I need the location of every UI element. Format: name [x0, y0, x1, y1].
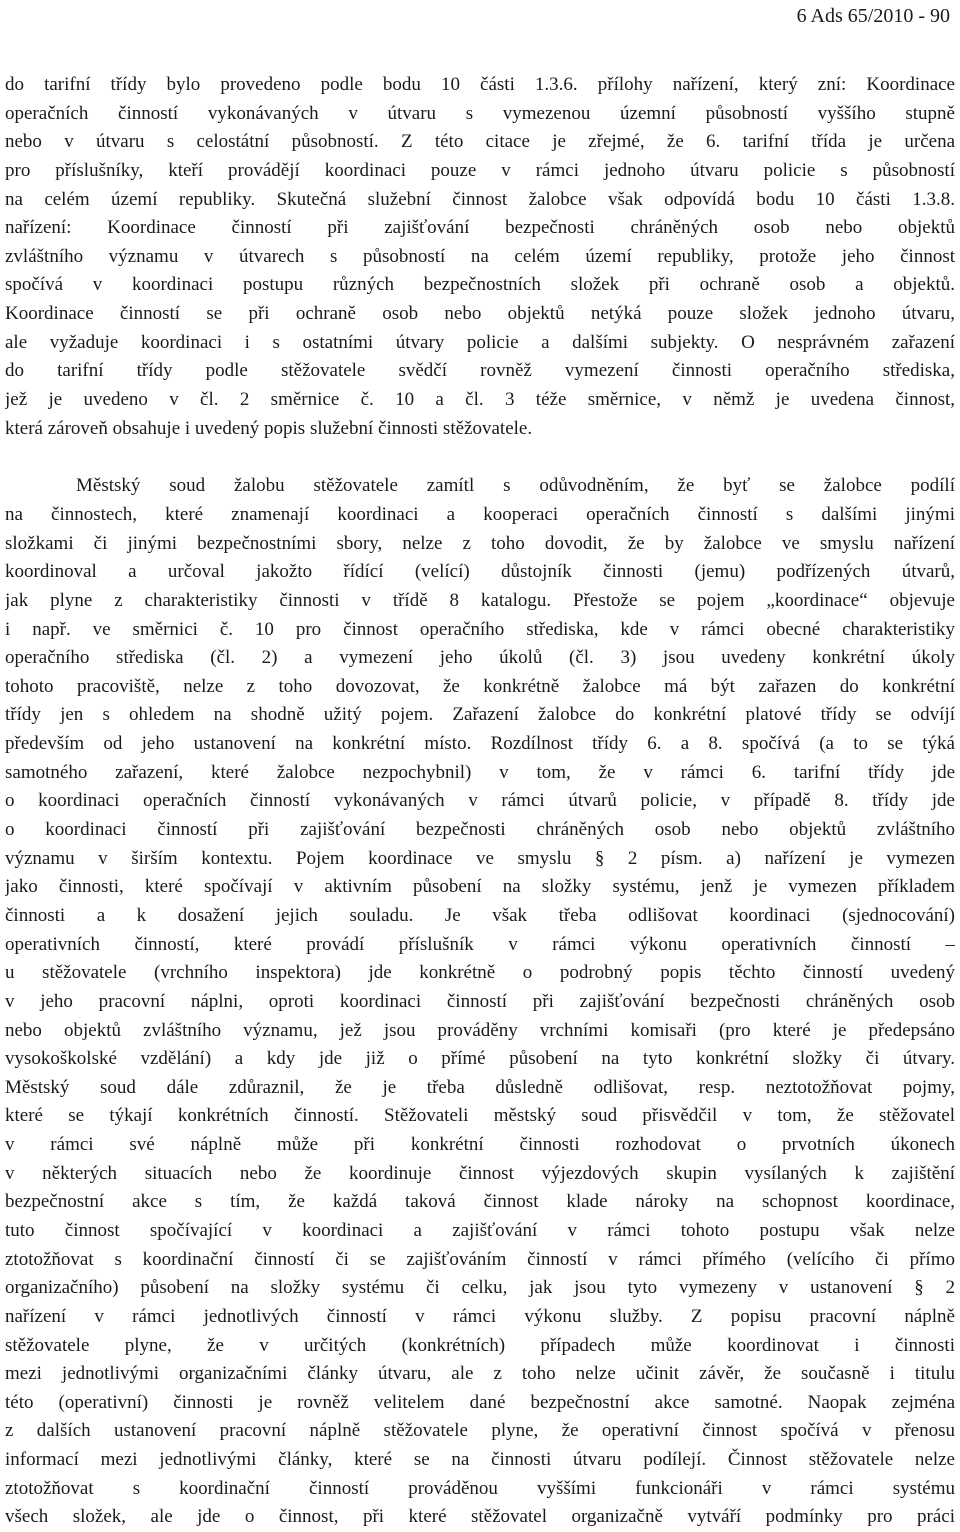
text-line: i např. ve směrnici č. 10 pro činnost operačního střediska, kde v rámci obecné charakteristiky: [5, 618, 955, 640]
text-line: která zároveň obsahuje i uvedený popis služební činnosti stěžovatele.: [5, 417, 533, 439]
text-line: o koordinaci operačních činností vykonávaných v rámci útvarů policie, v případě 8. třídy jde: [5, 790, 955, 812]
text-line: Městský soud dále zdůraznil, že je třeba důsledně odlišovat, resp. neztotožňovat pojmy,: [5, 1076, 955, 1098]
text-line: ale vyžaduje koordinaci i s ostatními útvary policie a dalšími subjekty. O nesprávném zařazení: [5, 331, 955, 353]
text-line: jak plyne z charakteristiky činnosti v třídě 8 katalogu. Přestože se pojem „koordinace“ objevuje: [5, 589, 955, 611]
text-line: u stěžovatele (vrchního inspektora) jde konkrétně o podrobný popis těchto činností uvedený: [5, 962, 955, 984]
text-line: koordinoval a určoval jakožto řídící (velící) důstojník činnosti (jemu) podřízených útvarů,: [5, 561, 955, 583]
text-line: nařízení: Koordinace činností při zajišťování bezpečnosti chráněných osob nebo objektů: [5, 217, 955, 239]
text-line: nebo v útvaru s celostátní působností. Z této citace je zřejmé, že 6. tarifní třída je určena: [5, 131, 955, 153]
text-line: nebo objektů zvláštního významu, jež jsou prováděny vrchními komisaři (pro které je předepsáno: [5, 1019, 955, 1041]
text-line: nařízení v rámci jednotlivých činností v rámci výkonu služby. Z popisu pracovní náplně: [5, 1305, 955, 1327]
text-line: jako činnosti, které spočívají v aktivním působení na složky systému, jenž je vymezen příkladem: [5, 876, 955, 898]
text-line: všech složek, ale jde o činnost, při které stěžovatel organizačně vytváří podmínky pro práci: [5, 1506, 955, 1528]
text-line: stěžovatele plyne, že v určitých (konkrétních) případech může koordinovat i činnosti: [5, 1334, 955, 1356]
case-number: 6 Ads 65/2010 - 90: [796, 5, 950, 27]
text-line: mezi jednotlivými organizačními články útvaru, ale z toho nelze učinit závěr, že současně i titulu: [5, 1363, 955, 1385]
text-line: významu v širším kontextu. Pojem koordinace ve smyslu § 2 písm. a) nařízení je vymezen: [5, 847, 955, 869]
text-line: na činnostech, které znamenají koordinaci a kooperaci operačních činností s dalšími jinými: [5, 503, 955, 525]
text-line: zvláštního významu v útvarech s působností na celém území republiky, protože jeho činnost: [5, 245, 955, 267]
text-line: v některých situacích nebo že koordinuje činnost výjezdových skupin vysílaných k zajištění: [5, 1162, 955, 1184]
text-line: v jeho pracovní náplni, oproti koordinaci činností při zajišťování bezpečnosti chráněných osob: [5, 990, 955, 1012]
text-line: jež je uvedeno v čl. 2 směrnice č. 10 a čl. 3 téže směrnice, v němž je uvedena činnost,: [5, 389, 955, 411]
text-line: do tarifní třídy bylo provedeno podle bodu 10 části 1.3.6. přílohy nařízení, který zní: Koordinace: [5, 74, 955, 95]
text-line: tohoto pracoviště, nelze z toho dovozovat, že konkrétně žalobce má být zařazen do konkrétní: [5, 675, 955, 697]
text-line: činnosti a k dosažení jejich souladu. Je však třeba odlišovat koordinaci (sjednocování): [5, 904, 955, 926]
text-line: pro příslušníky, kteří provádějí koordinaci pouze v rámci jednoho útvaru policie s působností: [5, 159, 955, 181]
text-line: které se týkají konkrétních činností. Stěžovateli městský soud přisvědčil v tom, že stěžovatel: [5, 1105, 955, 1127]
text-line: operativních činností, které provádí příslušník v rámci výkonu operativních činností –: [5, 933, 955, 955]
paragraph-city-court-reasoning: [5, 472, 955, 1532]
text-line: informací mezi jednotlivými články, které se na činnosti útvaru podílejí. Činnost stěžovatele nelze: [5, 1449, 955, 1471]
text-line: třídy jen s ohledem na shodně užitý pojem. Zařazení žalobce do konkrétní platové třídy se odvíjí: [5, 704, 955, 726]
text-line: této (operativní) činnosti je rovněž velitelem dané bezpečnostní akce samotné. Naopak zejména: [5, 1391, 955, 1413]
text-line: bezpečnostní akce s tím, že každá taková činnost klade nároky na schopnost koordinace,: [5, 1191, 955, 1213]
text-line: především od jeho ustanovení na konkrétní místo. Rozdílnost třídy 6. a 8. spočívá (a to se týká: [5, 733, 955, 755]
text-line: v rámci své náplně může při konkrétní činnosti rozhodovat o prvotních úkonech: [5, 1134, 955, 1156]
text-line: Koordinace činností se při ochraně osob nebo objektů netýká pouze složek jednoho útvaru,: [5, 303, 955, 325]
text-line: spočívá v koordinaci postupu různých bezpečnostních složek při ochraně osob a objektů.: [5, 274, 955, 296]
text-line: z dalších ustanovení pracovní náplně stěžovatele plyne, že operativní činnost spočívá v přenosu: [5, 1420, 955, 1442]
text-line: ztotožňovat s koordinační činností prováděnou vyššími funkcionáři v rámci systému: [5, 1477, 955, 1499]
document-body: [5, 71, 955, 1532]
text-line: vysokoškolské vzdělání) a kdy jde již o přímé působení na tyto konkrétní složky či útvary.: [5, 1048, 955, 1070]
text-line: operačních činností vykonávaných v útvaru s vymezenou územní působností vyššího stupně: [5, 102, 955, 124]
text-line: organizačního) působení na složky systému či celku, jak jsou tyto vymezeny v ustanovení § 2: [5, 1277, 955, 1299]
text-line: samotného zařazení, které žalobce nezpochybnil) v tom, že v rámci 6. tarifní třídy jde: [5, 761, 955, 783]
text-line: Městský soud žalobu stěžovatele zamítl s odůvodněním, že byť se žalobce podílí: [76, 475, 955, 497]
text-line: o koordinaci činností při zajišťování bezpečnosti chráněných osob nebo objektů zvláštního: [5, 819, 955, 841]
text-line: na celém území republiky. Skutečná služební činnost žalobce však odpovídá bodu 10 části 1.3.8.: [5, 188, 955, 210]
text-line: složkami či jinými bezpečnostními sbory, nelze z toho dovodit, že by žalobce ve smyslu nařízení: [5, 532, 955, 554]
paragraph-applicant-argument: [5, 71, 955, 443]
text-line: ztotožňovat s koordinační činností či se zajišťováním činností v rámci přímého (velícího či přímo: [5, 1248, 955, 1270]
text-line: operačního střediska (čl. 2) a vymezení jeho úkolů (čl. 3) jsou uvedeny konkrétní úkoly: [5, 647, 955, 669]
text-line: do tarifní třídy podle stěžovatele svědčí rovněž vymezení činnosti operačního střediska,: [5, 360, 955, 382]
text-line: tuto činnost spočívající v koordinaci a zajišťování v rámci tohoto postupu však nelze: [5, 1219, 955, 1241]
